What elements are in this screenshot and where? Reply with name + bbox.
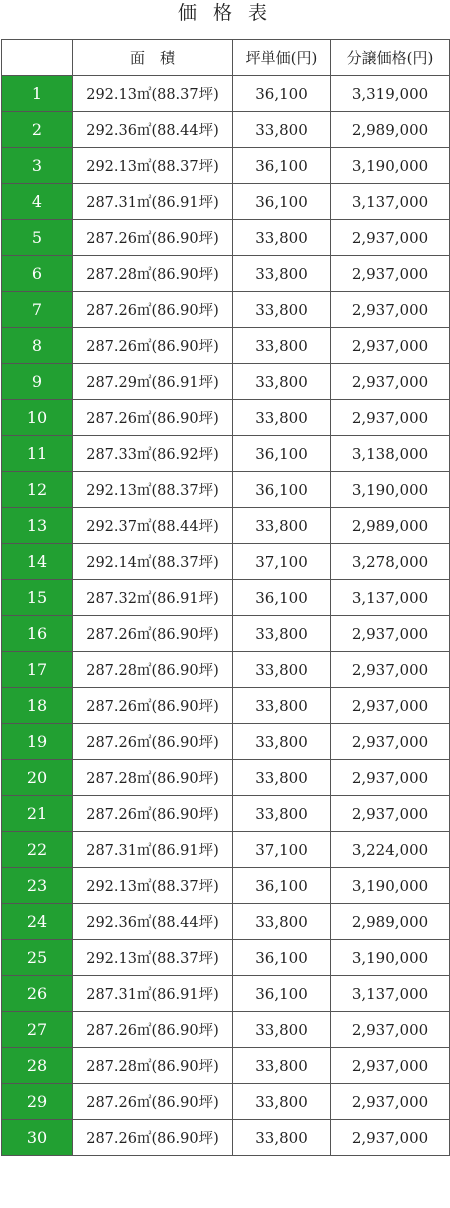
price-cell: 3,319,000 [331,76,450,112]
lot-number-cell: 10 [2,400,73,436]
price-cell: 3,190,000 [331,940,450,976]
table-row [2,580,450,616]
table-row [2,1120,450,1156]
area-cell: 287.26㎡(86.90坪) [73,220,233,256]
lot-number-cell: 15 [2,580,73,616]
area-cell: 287.26㎡(86.90坪) [73,1012,233,1048]
lot-number-cell: 8 [2,328,73,364]
lot-number-cell: 2 [2,112,73,148]
price-cell: 3,137,000 [331,184,450,220]
price-cell: 2,937,000 [331,1084,450,1120]
lot-number-cell: 7 [2,292,73,328]
price-cell: 2,989,000 [331,508,450,544]
unit-price-cell: 33,800 [233,1048,331,1084]
lot-number-cell: 3 [2,148,73,184]
price-cell: 2,989,000 [331,112,450,148]
price-cell: 2,937,000 [331,1012,450,1048]
unit-price-cell: 33,800 [233,652,331,688]
table-header [2,40,450,76]
lot-number-cell: 16 [2,616,73,652]
table-row [2,112,450,148]
page-title: 価 格 表 [177,2,273,24]
unit-price-cell: 33,800 [233,220,331,256]
lot-number-cell: 26 [2,976,73,1012]
unit-price-cell: 33,800 [233,760,331,796]
unit-price-cell: 33,800 [233,724,331,760]
price-cell: 2,937,000 [331,1048,450,1084]
header-row [2,40,450,76]
unit-price-cell: 33,800 [233,328,331,364]
price-cell: 3,137,000 [331,580,450,616]
area-cell: 287.29㎡(86.91坪) [73,364,233,400]
price-cell: 2,989,000 [331,904,450,940]
table-row [2,832,450,868]
table-row [2,364,450,400]
table-row [2,184,450,220]
area-cell: 287.28㎡(86.90坪) [73,760,233,796]
lot-number-cell: 19 [2,724,73,760]
area-cell: 287.26㎡(86.90坪) [73,724,233,760]
price-cell: 3,278,000 [331,544,450,580]
lot-number-cell: 27 [2,1012,73,1048]
lot-number-cell: 9 [2,364,73,400]
unit-price-cell: 33,800 [233,688,331,724]
unit-price-cell: 36,100 [233,580,331,616]
table-row [2,472,450,508]
price-cell: 2,937,000 [331,364,450,400]
unit-price-cell: 33,800 [233,616,331,652]
lot-number-cell: 21 [2,796,73,832]
price-cell: 2,937,000 [331,616,450,652]
lot-number-cell: 29 [2,1084,73,1120]
lot-number-cell: 20 [2,760,73,796]
table-row [2,1012,450,1048]
area-cell: 292.37㎡(88.44坪) [73,508,233,544]
unit-price-cell: 33,800 [233,112,331,148]
lot-number-cell: 25 [2,940,73,976]
unit-price-cell: 36,100 [233,148,331,184]
unit-price-cell: 36,100 [233,868,331,904]
lot-number-cell: 6 [2,256,73,292]
price-cell: 2,937,000 [331,328,450,364]
lot-number-cell: 4 [2,184,73,220]
table-row [2,796,450,832]
table-row [2,148,450,184]
unit-price-cell: 33,800 [233,1120,331,1156]
area-cell: 292.36㎡(88.44坪) [73,112,233,148]
table-row [2,1048,450,1084]
area-cell: 287.28㎡(86.90坪) [73,652,233,688]
table-row [2,400,450,436]
header-lot [2,40,73,76]
area-cell: 287.31㎡(86.91坪) [73,184,233,220]
area-cell: 292.13㎡(88.37坪) [73,76,233,112]
unit-price-cell: 33,800 [233,904,331,940]
lot-number-cell: 18 [2,688,73,724]
table-row [2,76,450,112]
price-cell: 2,937,000 [331,292,450,328]
unit-price-cell: 36,100 [233,436,331,472]
lot-number-cell: 22 [2,832,73,868]
price-cell: 3,190,000 [331,868,450,904]
price-cell: 2,937,000 [331,256,450,292]
price-cell: 2,937,000 [331,760,450,796]
price-table [1,39,450,1156]
lot-number-cell: 17 [2,652,73,688]
table-row [2,508,450,544]
table-row [2,904,450,940]
table-row [2,688,450,724]
area-cell: 292.14㎡(88.37坪) [73,544,233,580]
unit-price-cell: 37,100 [233,544,331,580]
lot-number-cell: 1 [2,76,73,112]
price-cell: 2,937,000 [331,652,450,688]
area-cell: 287.26㎡(86.90坪) [73,1084,233,1120]
unit-price-cell: 33,800 [233,364,331,400]
table-row [2,976,450,1012]
table-body [2,76,450,1156]
table-row [2,868,450,904]
price-cell: 3,190,000 [331,472,450,508]
area-cell: 292.13㎡(88.37坪) [73,148,233,184]
unit-price-cell: 36,100 [233,76,331,112]
lot-number-cell: 23 [2,868,73,904]
area-cell: 287.26㎡(86.90坪) [73,400,233,436]
lot-number-cell: 28 [2,1048,73,1084]
lot-number-cell: 5 [2,220,73,256]
unit-price-cell: 33,800 [233,400,331,436]
table-row [2,292,450,328]
lot-number-cell: 12 [2,472,73,508]
table-row [2,220,450,256]
price-cell: 2,937,000 [331,400,450,436]
area-cell: 287.33㎡(86.92坪) [73,436,233,472]
unit-price-cell: 33,800 [233,256,331,292]
area-cell: 287.26㎡(86.90坪) [73,796,233,832]
price-cell: 3,137,000 [331,976,450,1012]
table-row [2,436,450,472]
table-row [2,724,450,760]
lot-number-cell: 30 [2,1120,73,1156]
table-row [2,760,450,796]
unit-price-cell: 33,800 [233,1012,331,1048]
header-price: 分譲価格(円) [331,40,450,76]
table-row [2,544,450,580]
area-cell: 287.26㎡(86.90坪) [73,688,233,724]
table-row [2,256,450,292]
lot-number-cell: 14 [2,544,73,580]
price-cell: 3,224,000 [331,832,450,868]
header-unit-price: 坪単価(円) [233,40,331,76]
price-cell: 3,190,000 [331,148,450,184]
unit-price-cell: 36,100 [233,940,331,976]
unit-price-cell: 33,800 [233,292,331,328]
header-area: 面 積 [73,40,233,76]
table-row [2,652,450,688]
area-cell: 292.13㎡(88.37坪) [73,940,233,976]
area-cell: 287.32㎡(86.91坪) [73,580,233,616]
table-row [2,1084,450,1120]
unit-price-cell: 36,100 [233,976,331,1012]
unit-price-cell: 33,800 [233,796,331,832]
area-cell: 287.26㎡(86.90坪) [73,1120,233,1156]
unit-price-cell: 33,800 [233,1084,331,1120]
price-cell: 2,937,000 [331,724,450,760]
area-cell: 292.13㎡(88.37坪) [73,868,233,904]
lot-number-cell: 11 [2,436,73,472]
price-cell: 2,937,000 [331,1120,450,1156]
unit-price-cell: 36,100 [233,184,331,220]
unit-price-cell: 37,100 [233,832,331,868]
area-cell: 287.31㎡(86.91坪) [73,976,233,1012]
unit-price-cell: 33,800 [233,508,331,544]
price-cell: 2,937,000 [331,688,450,724]
table-row [2,328,450,364]
table-row [2,940,450,976]
area-cell: 287.26㎡(86.90坪) [73,292,233,328]
area-cell: 287.26㎡(86.90坪) [73,616,233,652]
unit-price-cell: 36,100 [233,472,331,508]
lot-number-cell: 13 [2,508,73,544]
lot-number-cell: 24 [2,904,73,940]
area-cell: 287.31㎡(86.91坪) [73,832,233,868]
area-cell: 292.13㎡(88.37坪) [73,472,233,508]
area-cell: 292.36㎡(88.44坪) [73,904,233,940]
area-cell: 287.28㎡(86.90坪) [73,1048,233,1084]
table-row [2,616,450,652]
area-cell: 287.28㎡(86.90坪) [73,256,233,292]
price-cell: 2,937,000 [331,220,450,256]
price-cell: 2,937,000 [331,796,450,832]
area-cell: 287.26㎡(86.90坪) [73,328,233,364]
price-cell: 3,138,000 [331,436,450,472]
